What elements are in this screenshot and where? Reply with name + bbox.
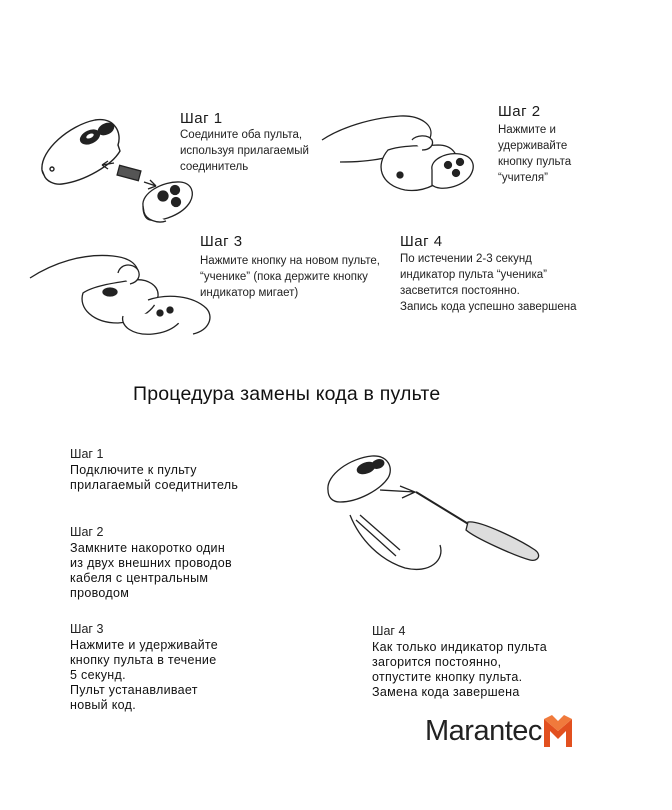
hand-pressing-student-illustration <box>28 238 218 343</box>
upper-step-2-text: Нажмите и удерживайте кнопку пульта “учителя” <box>498 124 572 184</box>
logo-m-icon <box>544 715 572 747</box>
lower-step-3-text: Нажмите и удерживайте кнопку пульта в течение 5 секунд. Пульт устанавливает новый код. <box>70 638 219 712</box>
upper-step-1-text: Соедините оба пульта, используя прилагаемый соединитель <box>180 129 309 173</box>
upper-step-4-text: По истечении 2-3 секунд индикатор пульта “ученика” засветится постоянно. Запись кода успешно завершена <box>400 253 577 313</box>
logo-text: Marantec <box>425 714 542 747</box>
lower-step-1-title: Шаг 1 <box>70 447 104 461</box>
lower-step-4-text: Как только индикатор пульта загорится постоянно, отпустите кнопку пульта. Замена кода завершена <box>372 640 548 699</box>
upper-step-3-title: Шаг 3 <box>200 233 243 250</box>
remote-screwdriver-illustration <box>320 450 550 580</box>
section-title: Процедура замены кода в пульте <box>133 383 441 405</box>
lower-step-2-text: Замкните накоротко один из двух внешних проводов кабеля с центральным проводом <box>70 541 232 600</box>
lower-step-4-title: Шаг 4 <box>372 624 406 638</box>
upper-step-1-title: Шаг 1 <box>180 110 223 127</box>
upper-step-2-title: Шаг 2 <box>498 103 541 120</box>
upper-step-4-title: Шаг 4 <box>400 233 443 250</box>
remote-student-illustration <box>138 178 198 228</box>
lower-step-1-text: Подключите к пульту прилагаемый соедитнитель <box>70 463 239 492</box>
marantec-logo <box>425 711 572 751</box>
lower-step-3-title: Шаг 3 <box>70 622 104 636</box>
upper-step-3-text: Нажмите кнопку на новом пульте, “ученике” (пока держите кнопку индикатор мигает) <box>200 255 380 299</box>
lower-step-2-title: Шаг 2 <box>70 525 104 539</box>
